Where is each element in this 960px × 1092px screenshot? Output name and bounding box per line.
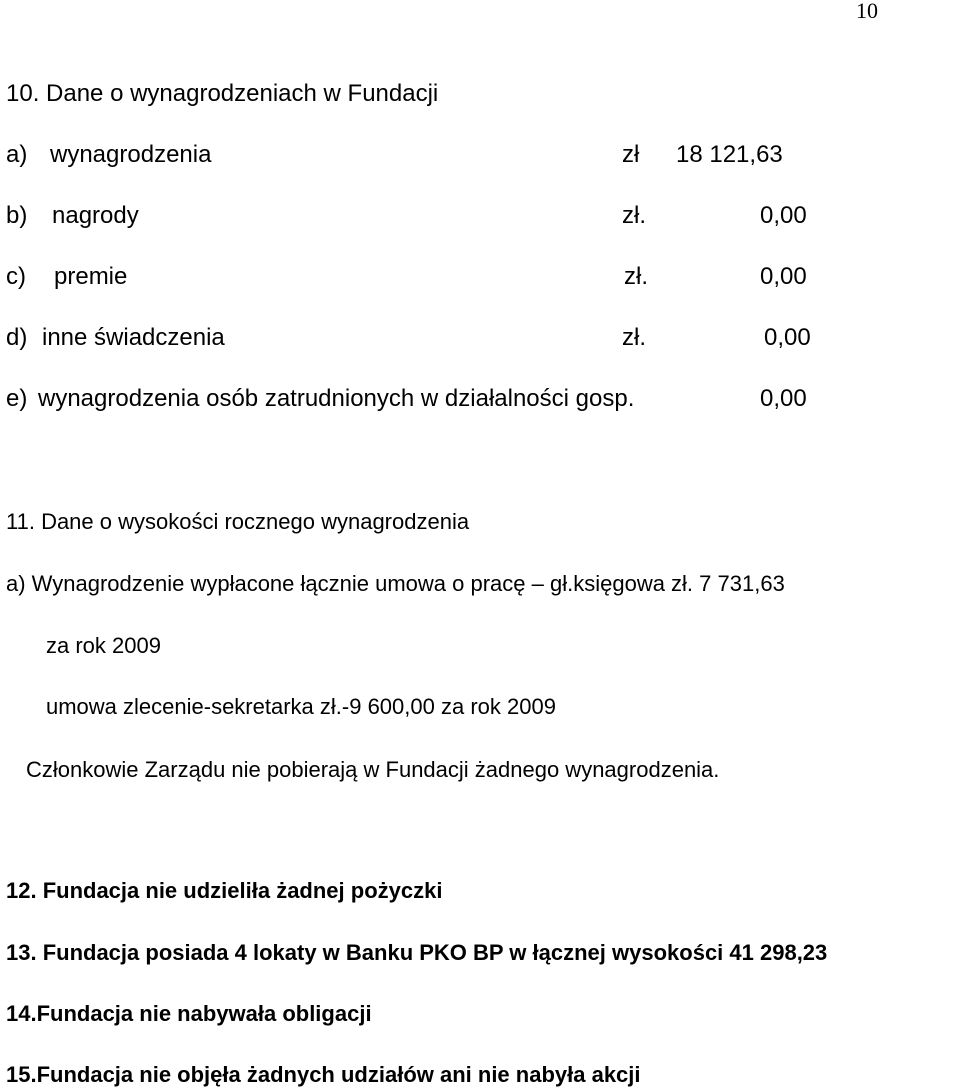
row-d-label: inne świadczenia xyxy=(42,324,225,351)
row-b-letter: b) xyxy=(6,202,28,229)
section-12: 12. Fundacja nie udzieliła żadnej pożyczki xyxy=(6,878,443,903)
row-b-amount: 0,00 xyxy=(760,202,807,229)
section-14: 14.Fundacja nie nabywała obligacji xyxy=(6,1001,372,1026)
row-c-currency: zł. xyxy=(624,263,648,290)
row-e-amount: 0,00 xyxy=(760,385,807,412)
row-a-currency: zł xyxy=(622,141,640,168)
salary-line-a-year: za rok 2009 xyxy=(46,633,161,658)
salary-line-b: umowa zlecenie-sekretarka zł.-9 600,00 za rok 2009 xyxy=(46,694,556,719)
row-e-letter: e) xyxy=(6,385,28,412)
row-d-currency: zł. xyxy=(622,324,646,351)
board-no-salary: Członkowie Zarządu nie pobierają w Fundacji żadnego wynagrodzenia. xyxy=(26,757,720,782)
row-a-letter: a) xyxy=(6,141,28,168)
row-d-amount: 0,00 xyxy=(764,324,811,351)
section-15: 15.Fundacja nie objęła żadnych udziałów ani nie nabyła akcji xyxy=(6,1062,641,1087)
section-10-heading: 10. Dane o wynagrodzeniach w Fundacji xyxy=(6,80,439,107)
section-11-heading: 11. Dane o wysokości rocznego wynagrodzenia xyxy=(6,509,470,534)
row-a-label: wynagrodzenia xyxy=(50,141,212,168)
page-number: 10 xyxy=(856,0,878,23)
row-e-label: wynagrodzenia osób zatrudnionych w działalności gosp. xyxy=(38,385,635,412)
row-c-label: premie xyxy=(54,263,128,290)
row-b-label: nagrody xyxy=(52,202,139,229)
row-c-amount: 0,00 xyxy=(760,263,807,290)
row-b-currency: zł. xyxy=(622,202,646,229)
row-d-letter: d) xyxy=(6,324,28,351)
section-13: 13. Fundacja posiada 4 lokaty w Banku PKO BP w łącznej wysokości 41 298,23 xyxy=(6,940,828,965)
row-a-amount: 18 121,63 xyxy=(676,141,783,168)
row-c-letter: c) xyxy=(6,263,26,290)
salary-line-a: a) Wynagrodzenie wypłacone łącznie umowa o pracę – gł.księgowa zł. 7 731,63 xyxy=(6,571,785,596)
